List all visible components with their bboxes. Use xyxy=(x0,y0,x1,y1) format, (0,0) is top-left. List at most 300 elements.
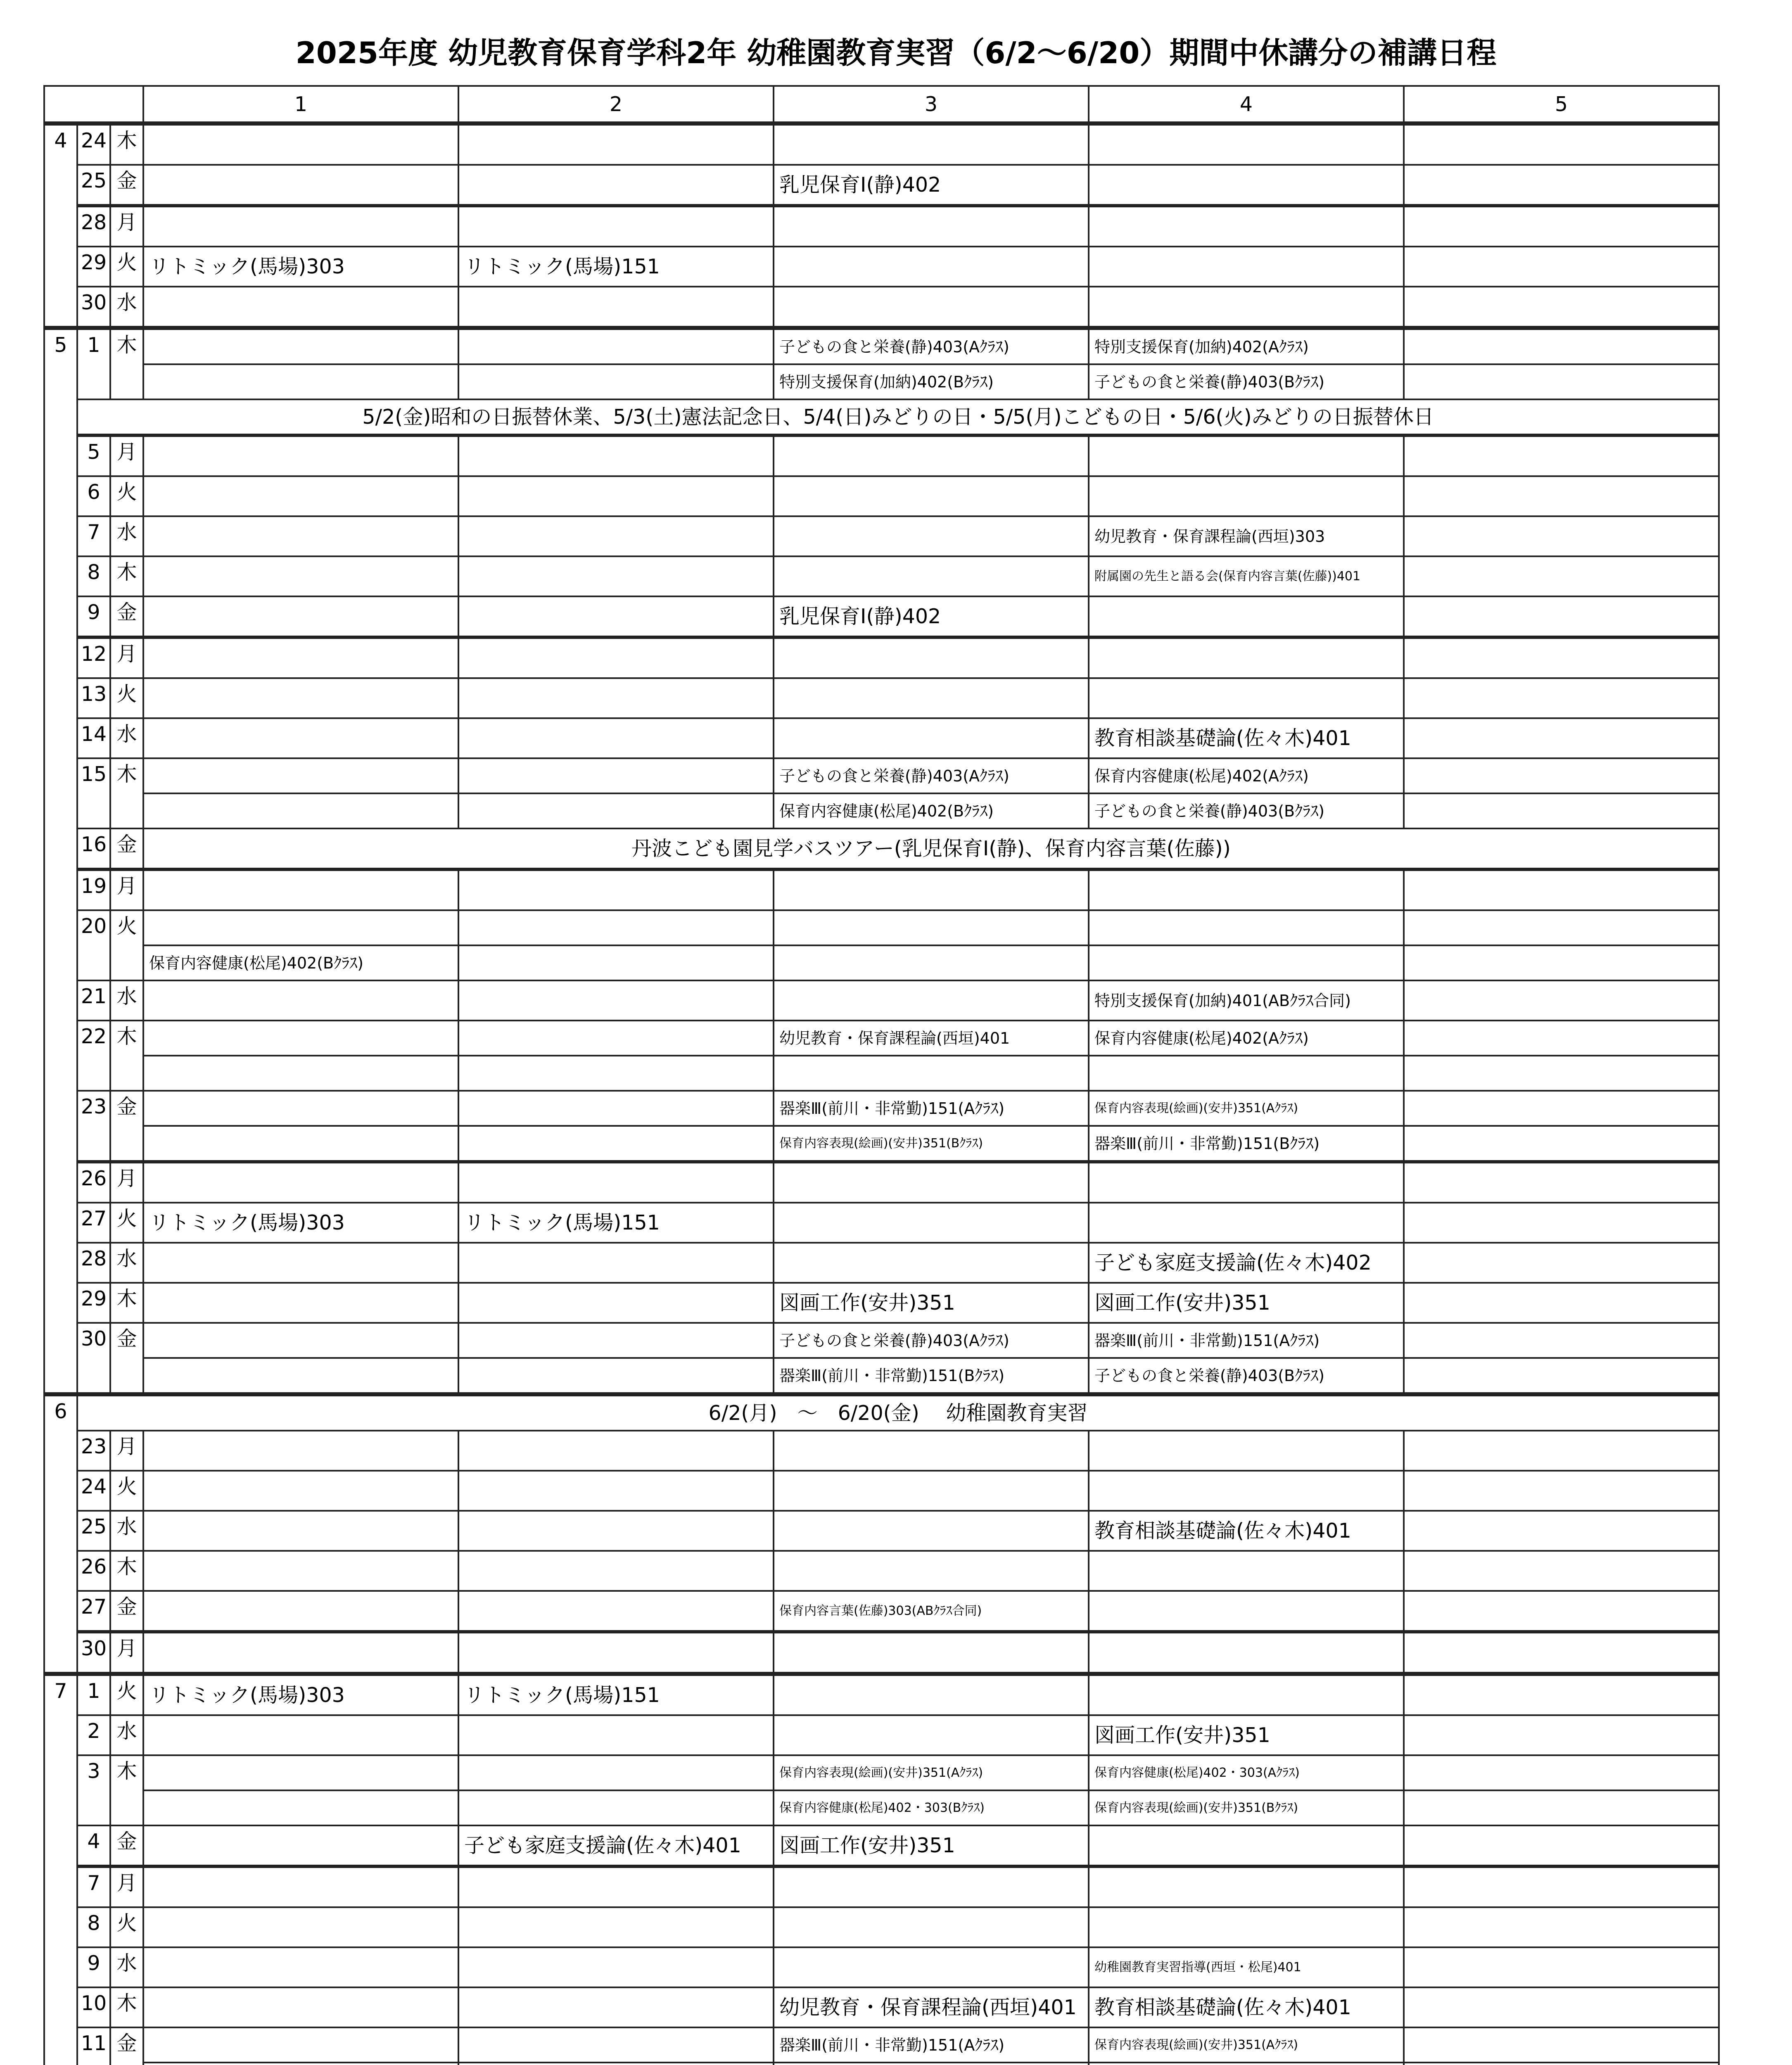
class-cell xyxy=(143,758,458,793)
class-cell xyxy=(1404,364,1719,399)
class-cell xyxy=(774,1715,1089,1755)
header-row xyxy=(44,86,1719,123)
class-cell xyxy=(143,637,458,678)
class-cell xyxy=(774,556,1089,596)
class-cell xyxy=(458,637,774,678)
schedule-row xyxy=(44,2027,1719,2063)
class-cell xyxy=(1404,945,1719,980)
class-cell xyxy=(1404,1947,1719,1987)
class-cell xyxy=(143,516,458,556)
day-cell: 14 xyxy=(77,718,110,758)
day-cell: 9 xyxy=(77,1947,110,1987)
class-cell xyxy=(1089,1907,1404,1947)
weekday-cell: 木 xyxy=(110,1283,143,1323)
day-cell: 30 xyxy=(77,1323,110,1394)
day-cell: 11 xyxy=(77,2027,110,2065)
class-cell xyxy=(143,1755,458,1790)
day-cell: 9 xyxy=(77,596,110,637)
class-cell xyxy=(458,1091,774,1126)
class-cell xyxy=(1089,945,1404,980)
weekday-cell: 木 xyxy=(110,1987,143,2027)
class-cell: 幼児教育・保育課程論(西垣)401 xyxy=(774,1021,1089,1056)
class-cell xyxy=(143,1866,458,1907)
schedule-row xyxy=(44,516,1719,556)
weekday-cell: 月 xyxy=(110,1866,143,1907)
schedule-row xyxy=(44,1091,1719,1126)
day-cell: 24 xyxy=(77,1471,110,1511)
class-cell xyxy=(458,1358,774,1394)
class-cell xyxy=(774,206,1089,247)
day-cell: 3 xyxy=(77,1755,110,1825)
class-cell: 教育相談基礎論(佐々木)401 xyxy=(1089,1987,1404,2027)
class-cell: 子ども家庭支援論(佐々木)402 xyxy=(1089,1243,1404,1283)
period-header: 2 xyxy=(458,86,774,123)
day-cell: 28 xyxy=(77,1243,110,1283)
class-cell: 保育内容表現(絵画)(安井)351(Aｸﾗｽ) xyxy=(1089,2027,1404,2063)
class-cell xyxy=(774,1056,1089,1091)
class-cell xyxy=(1089,476,1404,516)
class-cell xyxy=(774,869,1089,910)
weekday-cell: 木 xyxy=(110,1551,143,1591)
class-cell xyxy=(1404,1358,1719,1394)
schedule-table xyxy=(43,85,1720,2065)
class-cell: 子どもの食と栄養(静)403(Aｸﾗｽ) xyxy=(774,758,1089,793)
class-cell xyxy=(1089,1056,1404,1091)
class-cell: 器楽Ⅲ(前川・非常勤)151(Aｸﾗｽ) xyxy=(774,1091,1089,1126)
class-cell xyxy=(458,287,774,328)
class-cell: 保育内容健康(松尾)402(Aｸﾗｽ) xyxy=(1089,758,1404,793)
class-cell xyxy=(1404,1790,1719,1825)
class-cell xyxy=(458,1162,774,1203)
class-cell: 子どもの食と栄養(静)403(Aｸﾗｽ) xyxy=(774,1323,1089,1358)
class-cell xyxy=(1404,1091,1719,1126)
weekday-cell: 火 xyxy=(110,1203,143,1243)
weekday-cell: 火 xyxy=(110,247,143,287)
notice-cell: 6/2(月) ～ 6/20(金) 幼稚園教育実習 xyxy=(77,1394,1719,1431)
class-cell xyxy=(458,1511,774,1551)
class-cell: 特別支援保育(加納)401(ABｸﾗｽ合同) xyxy=(1089,980,1404,1021)
class-cell xyxy=(1089,287,1404,328)
class-cell xyxy=(458,1471,774,1511)
class-cell: 図画工作(安井)351 xyxy=(1089,1283,1404,1323)
day-cell: 2 xyxy=(77,1715,110,1755)
class-cell xyxy=(458,1987,774,2027)
class-cell xyxy=(1404,1987,1719,2027)
schedule-row xyxy=(44,910,1719,945)
class-cell xyxy=(1404,1632,1719,1674)
class-cell xyxy=(774,678,1089,718)
class-cell xyxy=(143,1162,458,1203)
class-cell xyxy=(1404,1471,1719,1511)
class-cell xyxy=(1089,678,1404,718)
class-cell xyxy=(1404,718,1719,758)
class-cell xyxy=(458,1715,774,1755)
class-cell xyxy=(458,1243,774,1283)
schedule-row xyxy=(44,1715,1719,1755)
class-cell: リトミック(馬場)151 xyxy=(458,1203,774,1243)
class-cell xyxy=(1404,1591,1719,1632)
day-cell: 19 xyxy=(77,869,110,910)
class-cell xyxy=(1404,247,1719,287)
class-cell xyxy=(1089,637,1404,678)
class-cell xyxy=(458,678,774,718)
class-cell xyxy=(774,1866,1089,1907)
schedule-row xyxy=(44,1674,1719,1715)
weekday-cell: 水 xyxy=(110,1243,143,1283)
class-cell: 保育内容健康(松尾)402・303(Aｸﾗｽ) xyxy=(1089,1755,1404,1790)
class-cell xyxy=(143,1471,458,1511)
schedule-subrow xyxy=(44,2063,1719,2065)
class-cell xyxy=(458,910,774,945)
class-cell: 幼児教育・保育課程論(西垣)401 xyxy=(774,1987,1089,2027)
class-cell xyxy=(1404,1323,1719,1358)
class-cell: 保育内容表現(絵画)(安井)351(Aｸﾗｽ) xyxy=(1089,1091,1404,1126)
schedule-row xyxy=(44,1987,1719,2027)
day-cell: 28 xyxy=(77,206,110,247)
class-cell xyxy=(143,2027,458,2063)
class-cell xyxy=(1404,1126,1719,1162)
class-cell xyxy=(143,596,458,637)
class-cell xyxy=(1404,287,1719,328)
class-cell xyxy=(143,1243,458,1283)
class-cell xyxy=(774,1243,1089,1283)
class-cell xyxy=(1404,516,1719,556)
class-cell xyxy=(1404,596,1719,637)
day-cell: 15 xyxy=(77,758,110,828)
class-cell xyxy=(458,1591,774,1632)
class-cell xyxy=(143,1056,458,1091)
class-cell xyxy=(458,1755,774,1790)
schedule-row xyxy=(44,1243,1719,1283)
weekday-cell: 水 xyxy=(110,516,143,556)
class-cell xyxy=(774,1431,1089,1471)
day-cell: 10 xyxy=(77,1987,110,2027)
class-cell xyxy=(458,435,774,476)
schedule-row xyxy=(44,1947,1719,1987)
weekday-cell: 金 xyxy=(110,1323,143,1394)
class-cell xyxy=(1089,1825,1404,1866)
class-cell xyxy=(143,1511,458,1551)
class-cell xyxy=(143,1551,458,1591)
class-cell xyxy=(1404,123,1719,165)
day-cell: 27 xyxy=(77,1203,110,1243)
weekday-cell: 月 xyxy=(110,435,143,476)
class-cell: 器楽Ⅲ(前川・非常勤)151(Aｸﾗｽ) xyxy=(774,2027,1089,2063)
day-cell: 26 xyxy=(77,1551,110,1591)
class-cell xyxy=(143,287,458,328)
page-title: 2025年度 幼児教育保育学科2年 幼稚園教育実習（6/2〜6/20）期間中休講分の補講日程 xyxy=(295,36,1497,70)
class-cell xyxy=(458,516,774,556)
schedule-row xyxy=(44,123,1719,165)
class-cell: 図画工作(安井)351 xyxy=(774,1283,1089,1323)
class-cell: 幼稚園教育実習指導(西垣・松尾)401 xyxy=(1089,1947,1404,1987)
class-cell xyxy=(143,1825,458,1866)
schedule-row xyxy=(44,556,1719,596)
class-cell xyxy=(458,1323,774,1358)
class-cell xyxy=(458,364,774,399)
weekday-cell: 月 xyxy=(110,637,143,678)
class-cell xyxy=(774,2063,1089,2065)
class-cell xyxy=(143,678,458,718)
class-cell xyxy=(774,1907,1089,1947)
class-cell xyxy=(143,328,458,364)
day-cell: 27 xyxy=(77,1591,110,1632)
day-cell: 29 xyxy=(77,247,110,287)
class-cell xyxy=(774,1674,1089,1715)
class-cell xyxy=(774,980,1089,1021)
day-cell: 7 xyxy=(77,1866,110,1907)
weekday-cell: 木 xyxy=(110,556,143,596)
class-cell: 保育内容表現(絵画)(安井)351(Aｸﾗｽ) xyxy=(774,1755,1089,1790)
class-cell: 保育内容表現(絵画)(安井)351(Bｸﾗｽ) xyxy=(1089,1790,1404,1825)
notice-cell: 5/2(金)昭和の日振替休業、5/3(土)憲法記念日、5/4(日)みどりの日・5/5(月)こどもの日・5/6(火)みどりの日振替休日 xyxy=(77,399,1719,435)
class-cell xyxy=(1404,1907,1719,1947)
weekday-cell: 木 xyxy=(110,1021,143,1091)
class-cell xyxy=(1404,556,1719,596)
class-cell xyxy=(143,206,458,247)
class-cell: 保育内容健康(松尾)402(Bｸﾗｽ) xyxy=(774,793,1089,828)
class-cell xyxy=(1404,165,1719,206)
weekday-cell: 金 xyxy=(110,1091,143,1162)
schedule-subrow xyxy=(44,793,1719,828)
class-cell xyxy=(1404,2027,1719,2063)
class-cell: 保育内容健康(松尾)402(Aｸﾗｽ) xyxy=(1089,1021,1404,1056)
schedule-row xyxy=(44,1755,1719,1790)
class-cell: 乳児保育Ⅰ(静)402 xyxy=(774,165,1089,206)
schedule-row xyxy=(44,828,1719,869)
schedule-row xyxy=(44,1866,1719,1907)
class-cell xyxy=(143,1431,458,1471)
class-cell xyxy=(774,1511,1089,1551)
class-cell xyxy=(1089,1551,1404,1591)
class-cell: 教育相談基礎論(佐々木)401 xyxy=(1089,1511,1404,1551)
class-cell: 教育相談基礎論(佐々木)401 xyxy=(1089,718,1404,758)
class-cell xyxy=(143,910,458,945)
class-cell xyxy=(143,1907,458,1947)
class-cell xyxy=(143,1283,458,1323)
class-cell xyxy=(774,1632,1089,1674)
class-cell xyxy=(1404,1755,1719,1790)
schedule-row xyxy=(44,1021,1719,1056)
weekday-cell: 月 xyxy=(110,1162,143,1203)
class-cell xyxy=(458,2027,774,2063)
class-cell xyxy=(458,165,774,206)
day-cell: 21 xyxy=(77,980,110,1021)
month-cell: 7 xyxy=(44,1674,77,2065)
schedule-row xyxy=(44,328,1719,364)
schedule-subrow xyxy=(44,1790,1719,1825)
class-cell xyxy=(774,123,1089,165)
schedule-row xyxy=(44,1431,1719,1471)
schedule-row xyxy=(44,435,1719,476)
schedule-row xyxy=(44,758,1719,793)
class-cell xyxy=(143,1126,458,1162)
weekday-cell: 火 xyxy=(110,1674,143,1715)
class-cell xyxy=(458,1632,774,1674)
class-cell xyxy=(458,123,774,165)
weekday-cell: 水 xyxy=(110,980,143,1021)
day-cell: 8 xyxy=(77,556,110,596)
weekday-cell: 木 xyxy=(110,328,143,399)
schedule-row xyxy=(44,1323,1719,1358)
schedule-row xyxy=(44,1471,1719,1511)
class-cell: 図画工作(安井)351 xyxy=(774,1825,1089,1866)
class-cell xyxy=(143,1021,458,1056)
class-cell xyxy=(458,1790,774,1825)
class-cell xyxy=(1404,328,1719,364)
schedule-subrow xyxy=(44,1358,1719,1394)
weekday-cell: 火 xyxy=(110,1907,143,1947)
class-cell: 子どもの食と栄養(静)403(Bｸﾗｽ) xyxy=(1089,1358,1404,1394)
weekday-cell: 木 xyxy=(110,758,143,828)
day-cell: 6 xyxy=(77,476,110,516)
weekday-cell: 金 xyxy=(110,1591,143,1632)
day-cell: 25 xyxy=(77,165,110,206)
weekday-cell: 月 xyxy=(110,869,143,910)
class-cell xyxy=(458,1283,774,1323)
class-cell xyxy=(774,1551,1089,1591)
class-cell: 保育内容表現(絵画)(安井)351(Bｸﾗｽ) xyxy=(774,1126,1089,1162)
class-cell xyxy=(143,435,458,476)
weekday-cell: 火 xyxy=(110,476,143,516)
schedule-row xyxy=(44,1203,1719,1243)
weekday-cell: 火 xyxy=(110,910,143,980)
schedule-row xyxy=(44,165,1719,206)
class-cell xyxy=(143,364,458,399)
class-cell xyxy=(143,1358,458,1394)
schedule-row xyxy=(44,1591,1719,1632)
class-cell: 保育内容健康(松尾)402・303(Bｸﾗｽ) xyxy=(774,1790,1089,1825)
class-cell xyxy=(774,1162,1089,1203)
class-cell xyxy=(143,556,458,596)
class-cell xyxy=(1089,1471,1404,1511)
weekday-cell: 金 xyxy=(110,165,143,206)
weekday-cell: 火 xyxy=(110,678,143,718)
class-cell xyxy=(1404,869,1719,910)
class-cell xyxy=(774,516,1089,556)
class-cell xyxy=(774,718,1089,758)
day-cell: 16 xyxy=(77,828,110,869)
weekday-cell: 金 xyxy=(110,2027,143,2065)
schedule-row xyxy=(44,287,1719,328)
period-header: 1 xyxy=(143,86,458,123)
class-cell xyxy=(1404,2063,1719,2065)
class-cell xyxy=(1404,476,1719,516)
class-cell xyxy=(774,910,1089,945)
class-cell xyxy=(1089,123,1404,165)
class-cell xyxy=(1404,1243,1719,1283)
schedule-row xyxy=(44,596,1719,637)
class-cell xyxy=(1404,793,1719,828)
class-cell xyxy=(143,1947,458,1987)
weekday-cell: 火 xyxy=(110,1471,143,1511)
class-cell xyxy=(774,247,1089,287)
period-header: 5 xyxy=(1404,86,1719,123)
weekday-cell: 木 xyxy=(110,123,143,165)
class-cell xyxy=(1404,1511,1719,1551)
class-cell xyxy=(1089,1203,1404,1243)
day-cell: 13 xyxy=(77,678,110,718)
class-cell xyxy=(1404,1866,1719,1907)
day-cell: 1 xyxy=(77,328,110,399)
weekday-cell: 月 xyxy=(110,1632,143,1674)
class-cell: リトミック(馬場)151 xyxy=(458,247,774,287)
day-cell: 1 xyxy=(77,1674,110,1715)
notice-row xyxy=(44,399,1719,435)
class-cell xyxy=(1404,910,1719,945)
schedule-subrow xyxy=(44,945,1719,980)
class-cell xyxy=(143,1715,458,1755)
class-cell xyxy=(458,1907,774,1947)
class-cell xyxy=(458,596,774,637)
class-cell xyxy=(143,1987,458,2027)
class-cell xyxy=(458,476,774,516)
class-cell: 保育内容言葉(佐藤)303(ABｸﾗｽ合同) xyxy=(774,1591,1089,1632)
class-cell xyxy=(1089,596,1404,637)
class-cell xyxy=(1089,910,1404,945)
day-cell: 22 xyxy=(77,1021,110,1091)
class-cell xyxy=(774,287,1089,328)
day-cell: 26 xyxy=(77,1162,110,1203)
class-cell xyxy=(143,476,458,516)
class-cell xyxy=(143,123,458,165)
class-cell: 特別支援保育(加納)402(Aｸﾗｽ) xyxy=(1089,328,1404,364)
class-cell xyxy=(1404,1162,1719,1203)
day-cell: 25 xyxy=(77,1511,110,1551)
period-header: 4 xyxy=(1089,86,1404,123)
class-cell xyxy=(1404,1056,1719,1091)
day-cell: 30 xyxy=(77,287,110,328)
schedule-subrow xyxy=(44,1056,1719,1091)
class-cell: 子どもの食と栄養(静)403(Aｸﾗｽ) xyxy=(774,328,1089,364)
class-cell xyxy=(774,476,1089,516)
class-cell xyxy=(1089,247,1404,287)
day-cell: 4 xyxy=(77,1825,110,1866)
schedule-row xyxy=(44,247,1719,287)
class-cell xyxy=(143,2063,458,2065)
class-cell: 乳児保育Ⅰ(静)402 xyxy=(774,596,1089,637)
class-cell xyxy=(1089,2063,1404,2065)
day-cell: 23 xyxy=(77,1091,110,1162)
schedule-subrow xyxy=(44,1126,1719,1162)
class-cell xyxy=(1089,1162,1404,1203)
class-cell: 子どもの食と栄養(静)403(Bｸﾗｽ) xyxy=(1089,364,1404,399)
schedule-row xyxy=(44,1283,1719,1323)
class-cell xyxy=(1404,1674,1719,1715)
weekday-cell: 金 xyxy=(110,828,143,869)
schedule-row xyxy=(44,869,1719,910)
class-cell xyxy=(774,637,1089,678)
class-cell xyxy=(1404,1021,1719,1056)
class-cell: 子どもの食と栄養(静)403(Bｸﾗｽ) xyxy=(1089,793,1404,828)
class-cell: 保育内容健康(松尾)402(Bｸﾗｽ) xyxy=(143,945,458,980)
schedule-row xyxy=(44,980,1719,1021)
weekday-cell: 金 xyxy=(110,596,143,637)
day-cell: 8 xyxy=(77,1907,110,1947)
class-cell xyxy=(143,165,458,206)
event-cell: 丹波こども園見学バスツアー(乳児保育Ⅰ(静)、保育内容言葉(佐藤)) xyxy=(143,828,1719,869)
day-cell: 24 xyxy=(77,123,110,165)
weekday-cell: 水 xyxy=(110,718,143,758)
class-cell xyxy=(143,869,458,910)
class-cell xyxy=(458,793,774,828)
weekday-cell: 水 xyxy=(110,287,143,328)
class-cell xyxy=(1089,1431,1404,1471)
weekday-cell: 金 xyxy=(110,1825,143,1866)
class-cell: リトミック(馬場)303 xyxy=(143,1674,458,1715)
class-cell xyxy=(1089,435,1404,476)
schedule-row xyxy=(44,678,1719,718)
